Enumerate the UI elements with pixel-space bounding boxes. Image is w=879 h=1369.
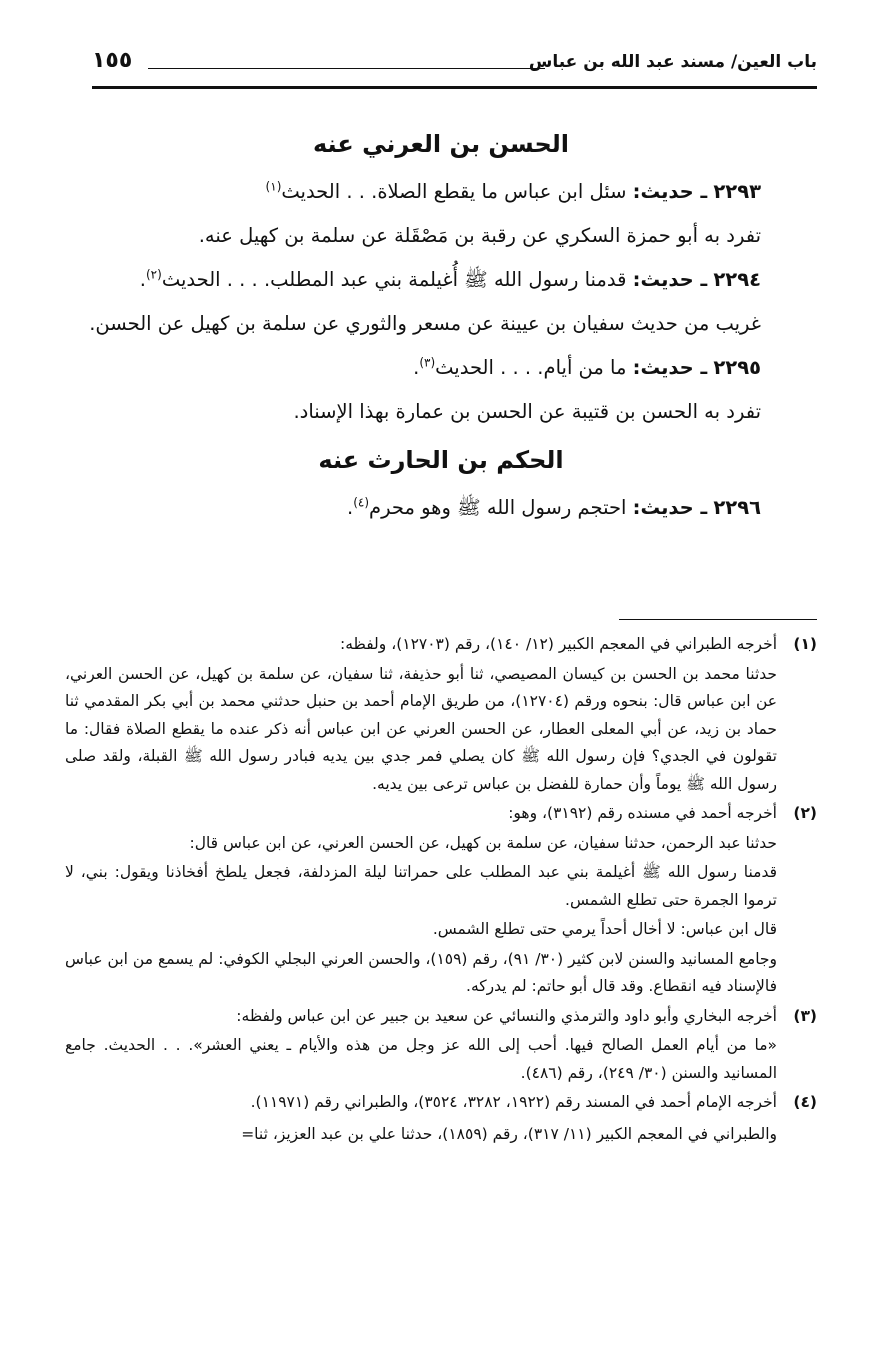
hadith-entry	[65, 258, 817, 302]
header-dash-line	[148, 68, 545, 69]
footnote-marker: (٢)	[793, 804, 817, 822]
hadith-note: تفرد به أبو حمزة السكري عن رقبة بن مَصْقَلة عن سلمة بن كهيل عنه.	[198, 224, 761, 247]
hadith-label: ـ حديث:	[632, 496, 708, 519]
hadith-number: ٢٢٩٥	[713, 356, 761, 379]
chapter-title: باب العين/ مسند عبد الله بن عباس	[528, 52, 817, 72]
section-heading: الحسن بن العرني عنه	[313, 130, 569, 158]
hadith-note: غريب من حديث سفيان بن عيينة عن مسعر والثوري عن سلمة بن كهيل عن الحسن.	[89, 312, 761, 335]
footnote-reference[interactable]: (٢)	[145, 267, 162, 282]
footnote	[65, 631, 817, 798]
hadith-end-punct: .	[413, 356, 420, 379]
hadith-entry	[65, 170, 817, 214]
footnote-reference[interactable]: (٤)	[353, 495, 370, 510]
footnote-line: «ما من أيام العمل الصالح فيها. أحب إلى الله عز وجل من هذه والأيام ـ يعني العشر». . . الحديث. جامع المسانيد والسنن (٣٠/ ٢٤٩)، رقم (٤٨٦).	[65, 1036, 777, 1082]
hadith-note: تفرد به الحسن بن قتيبة عن الحسن بن عمارة بهذا الإسناد.	[293, 400, 761, 423]
hadith-number: ٢٢٩٦	[713, 496, 761, 519]
hadith-entry	[65, 346, 817, 390]
hadith-number: ٢٢٩٣	[713, 180, 761, 203]
footnote-line: أخرجه البخاري وأبو داود والترمذي والنسائي عن سعيد بن جبير عن ابن عباس ولفظه:	[236, 1006, 777, 1025]
footnote-line: أخرجه الطبراني في المعجم الكبير (١٢/ ١٤٠)، رقم (١٢٧٠٣)، ولفظه:	[339, 635, 777, 653]
hadith-text: سئل ابن عباس ما يقطع الصلاة. . . الحديث	[281, 180, 627, 203]
footnote-reference[interactable]: (٣)	[419, 355, 436, 370]
footnote-line: حدثنا عبد الرحمن، حدثنا سفيان، عن سلمة بن كهيل، عن الحسن العرني، عن ابن عباس قال:	[189, 833, 777, 852]
footnote-line: وجامع المسانيد والسنن لابن كثير (٣٠/ ٩١)، رقم (١٥٩)، والحسن العرني البجلي الكوفي: لم يسمع من ابن عباس فالإسناد فيه انقطاع. وقد قال أبو حاتم: لم يدركه.	[65, 949, 778, 995]
footnote-line: قدمنا رسول الله ﷺ أغيلمة بني عبد المطلب على حمراتنا ليلة المزدلفة، فجعل يلطخ أفخاذنا ويقول: بني، لا ترموا الجمرة حتى تطلع الشمس.	[65, 863, 777, 909]
footnote	[65, 1003, 817, 1088]
hadith-text: قدمنا رسول الله ﷺ أُغيلمة بني عبد المطلب. . . . الحديث	[161, 268, 627, 291]
header-rule	[92, 86, 817, 89]
footnote-line: قال ابن عباس: لا أخال أحداً يرمي حتى تطلع الشمس.	[432, 920, 777, 938]
footnote-line: أخرجه الإمام أحمد في المسند رقم (١٩٢٢، ٣٢٨٢، ٣٥٢٤)، والطبراني رقم (١١٩٧١).	[250, 1093, 777, 1111]
hadith-text: ما من أيام. . . . الحديث	[435, 356, 627, 379]
section-heading: الحكم بن الحارث عنه	[318, 446, 564, 474]
hadith-end-punct: .	[139, 268, 146, 291]
footnote-continuation: والطبراني في المعجم الكبير (١١/ ٣١٧)، رقم (١٨٥٩)، حدثنا علي بن عبد العزيز، ثنا=	[241, 1124, 777, 1143]
hadith-end-punct: .	[347, 496, 354, 519]
footnote-line: حدثنا محمد بن الحسن بن كيسان المصيصي، ثنا أبو حذيفة، ثنا سفيان، عن سلمة بن كهيل، عن الحسن العرني، عن ابن عباس قال: بنحوه ورقم (١٢٧٠٤)، من طريق الإمام أحمد بن حنبل حدثني محمد بن أبي بكر المقدمي ثنا حماد بن زيد، عن أبي المعلى العطار، عن الحسن العرني عن ابن عباس أنه ذكر عنده ما يقطع الصلاة فقال: ما تقولون في الجدي؟ فإن رسول الله ﷺ كان يصلي فمر جدي بين يديه فبادر رسول الله ﷺ القبلة، ولقد صلى رسول الله ﷺ يوماً وأن حمارة للفضل بن عباس ترعى بين يديه.	[65, 664, 777, 793]
page-number: ١٥٥	[92, 48, 133, 73]
hadith-number: ٢٢٩٤	[713, 268, 761, 291]
footnote-reference[interactable]: (١)	[265, 179, 282, 194]
footnote-marker: (١)	[793, 635, 817, 653]
hadith-label: ـ حديث:	[632, 356, 708, 379]
footnote-marker: (٤)	[793, 1093, 817, 1111]
hadith-text: احتجم رسول الله ﷺ وهو محرم	[369, 496, 627, 519]
hadith-label: ـ حديث:	[632, 180, 708, 203]
hadith-entry	[65, 486, 817, 530]
footnote	[65, 1089, 817, 1117]
main-text	[65, 118, 817, 530]
hadith-label: ـ حديث:	[632, 268, 708, 291]
footnote-separator	[619, 619, 817, 620]
footnote	[65, 800, 817, 1001]
footnote-marker: (٣)	[793, 1006, 817, 1025]
footnote-line: أخرجه أحمد في مسنده رقم (٣١٩٢)، وهو:	[508, 804, 777, 822]
running-header	[92, 48, 817, 82]
footnotes	[65, 631, 817, 1148]
